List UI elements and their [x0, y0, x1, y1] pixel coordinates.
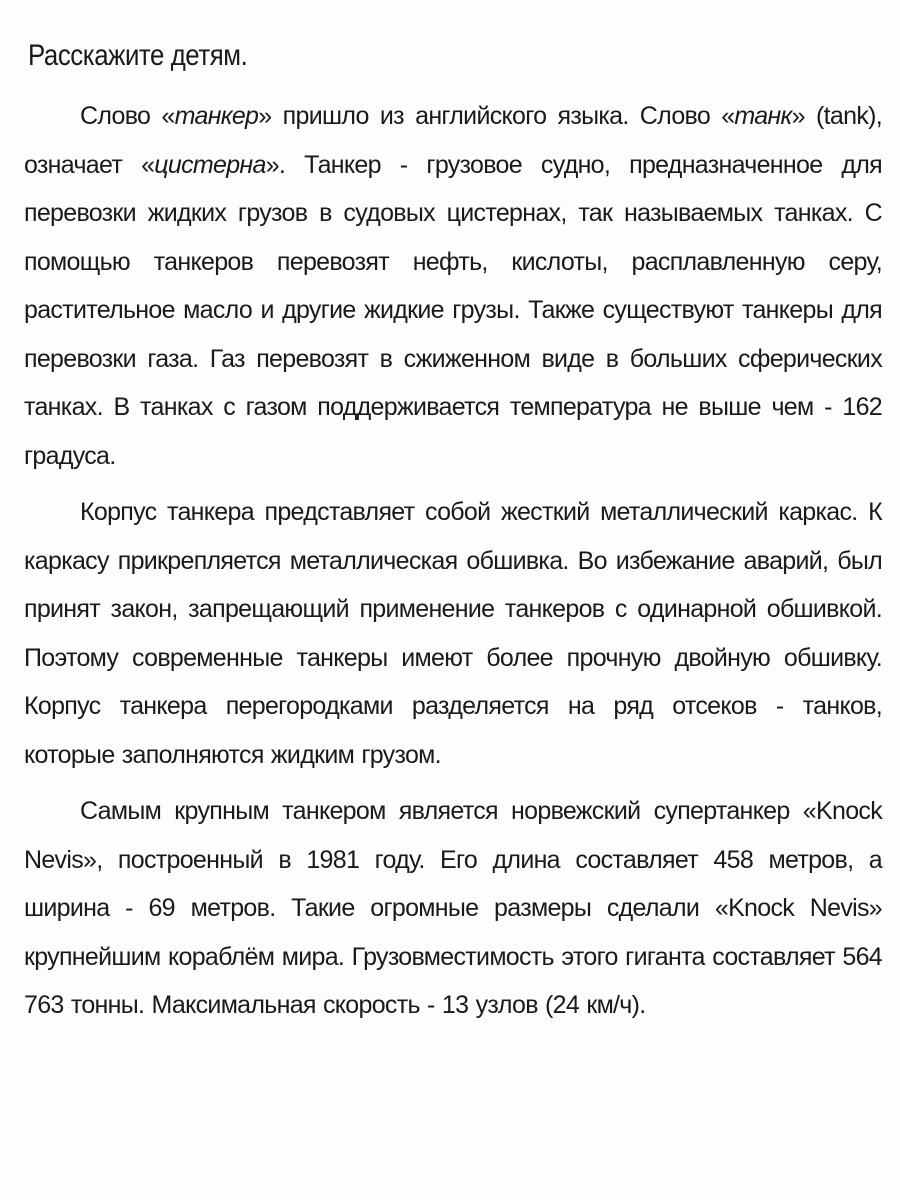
text-segment: Самым крупным танкером является норвежский супертанкер «Knock Nevis», построенный в 1981 году. Его длина составляет 458 метров, а ширина - 69 метров. Такие огромные размеры сделали «Knock Nevis» крупнейшим кораблём мира. Грузовместимость этого гиганта составляет 564 763 тонны. Максимальная скорость - 13 узлов (24 км/ч).: [24, 797, 882, 1019]
paragraph-tanker-hull: [24, 488, 882, 779]
text-segment: Корпус танкера представляет собой жесткий металлический каркас. К каркасу прикрепляется металлическая обшивка. Во избежание аварий, был принят закон, запрещающий применение танкеров с одинарной обшивкой. Поэтому современные танкеры имеют более прочную двойную обшивку. Корпус танкера перегородками разделяется на ряд отсеков - танков, которые заполняются жидким грузом.: [24, 498, 882, 769]
page-heading: Расскажите детям.: [28, 39, 248, 72]
term-tanker: танкер: [174, 102, 259, 130]
term-cistern: цистерна: [154, 150, 266, 179]
text-segment: » (tank), означает «: [24, 102, 882, 179]
text-segment: » пришло из английского языка. Слово «: [258, 102, 735, 130]
paragraph-knock-nevis: [24, 787, 882, 1030]
text-segment: ». Танкер - грузовое судно, предназначенное для перевозки жидких грузов в судовых цистернах, так называемых танках. С помощью танкеров перевозят нефть, кислоты, расплавленную серу, растительное масло и другие жидкие грузы. Также существуют танкеры для перевозки газа. Газ перевозят в сжиженном виде в больших сферических танках. В танках с газом поддерживается температура не выше чем - 162 градуса.: [24, 150, 882, 470]
text-segment: Слово «: [80, 102, 175, 130]
paragraph-tanker-definition: [24, 92, 882, 480]
term-tank: танк: [734, 102, 792, 130]
